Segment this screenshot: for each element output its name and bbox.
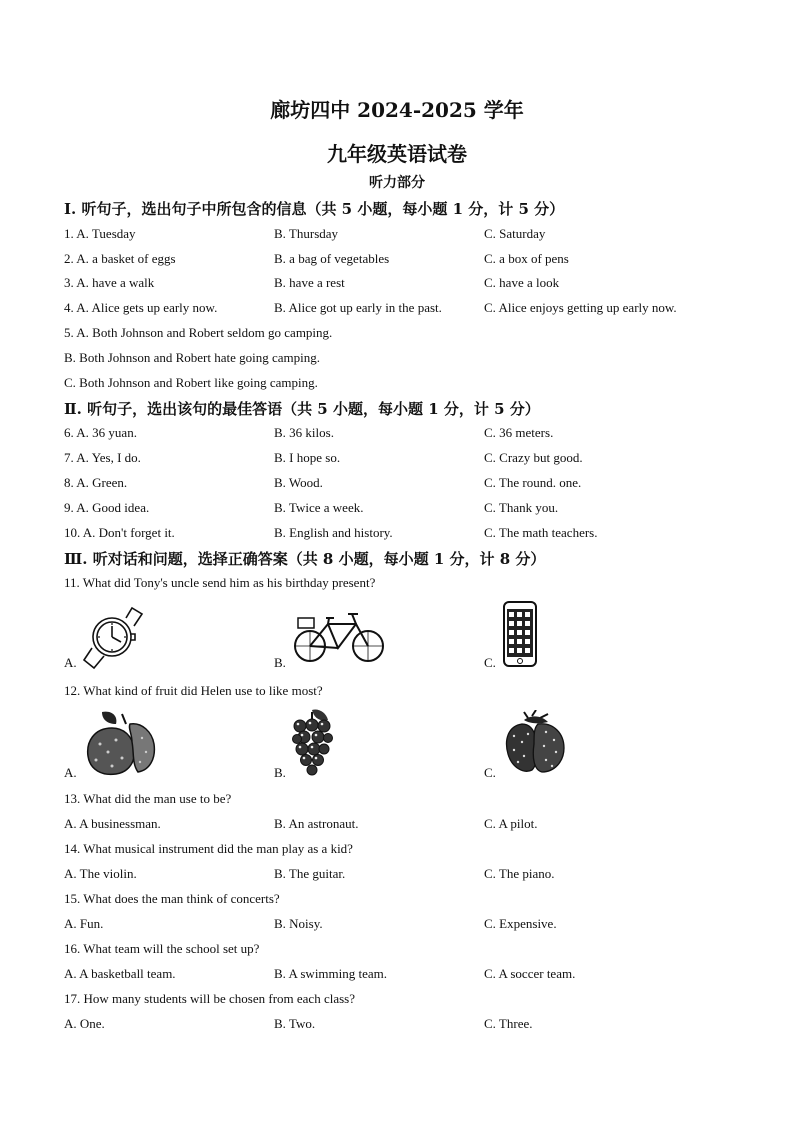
section-3-heading: Ⅲ. 听对话和问题，选择正确答案（共 8 小题，每小题 1 分，计 8 分） — [64, 550, 546, 568]
section-1-heading: Ⅰ. 听句子，选出句子中所包含的信息（共 5 小题，每小题 1 分，计 5 分） — [64, 200, 565, 218]
q17-option-c: C. Three. — [484, 1016, 533, 1031]
q17-option-b: B. Two. — [274, 1016, 316, 1031]
q8-option-a: 8. A. Green. — [64, 475, 128, 490]
q5-option-b: B. Both Johnson and Robert hate going camping. — [64, 350, 321, 365]
q17-option-a: A. One. — [64, 1016, 105, 1031]
q14-option-a: A. The violin. — [64, 866, 137, 881]
q10-option-b: B. English and history. — [274, 525, 393, 540]
watch-icon — [82, 604, 144, 670]
q3-option-a: 3. A. have a walk — [64, 275, 155, 290]
q13-option-a: A. A businessman. — [64, 816, 161, 831]
q4-option-b: B. Alice got up early in the past. — [274, 300, 442, 315]
q15-option-b: B. Noisy. — [274, 916, 323, 931]
q14-option-c: C. The piano. — [484, 866, 555, 881]
section-2-heading: Ⅱ. 听句子，选出该句的最佳答语（共 5 小题，每小题 1 分，计 5 分） — [64, 400, 540, 418]
q13-option-b: B. An astronaut. — [274, 816, 359, 831]
q7-option-b: B. I hope so. — [274, 450, 341, 465]
q8-option-b: B. Wood. — [274, 475, 323, 490]
q1-option-a: 1. A. Tuesday — [64, 226, 136, 241]
q9-option-c: C. Thank you. — [484, 500, 559, 515]
q15-stem: 15. What does the man think of concerts? — [64, 891, 280, 906]
q7-option-a: 7. A. Yes, I do. — [64, 450, 141, 465]
q8-option-c: C. The round. one. — [484, 475, 582, 490]
q5-option-a: 5. A. Both Johnson and Robert seldom go camping. — [64, 325, 333, 340]
q11-option-a: A. — [64, 655, 77, 670]
q16-stem: 16. What team will the school set up? — [64, 941, 260, 956]
school-title: 廊坊四中 2024-2025 学年 — [270, 98, 524, 122]
q3-option-c: C. have a look — [484, 275, 560, 290]
q11-option-b: B. — [274, 655, 286, 670]
cellphone-icon — [502, 600, 538, 668]
q7-option-c: C. Crazy but good. — [484, 450, 583, 465]
q12-stem: 12. What kind of fruit did Helen use to like most? — [64, 683, 323, 698]
q9-option-a: 9. A. Good idea. — [64, 500, 150, 515]
q13-stem: 13. What did the man use to be? — [64, 791, 232, 806]
q12-option-c: C. — [484, 765, 496, 780]
q1-option-b: B. Thursday — [274, 226, 339, 241]
q3-option-b: B. have a rest — [274, 275, 345, 290]
q10-option-c: C. The math teachers. — [484, 525, 598, 540]
q14-stem: 14. What musical instrument did the man play as a kid? — [64, 841, 353, 856]
q11-stem: 11. What did Tony's uncle send him as his birthday present? — [64, 575, 376, 590]
q2-option-c: C. a box of pens — [484, 251, 569, 266]
pear-icon — [82, 708, 162, 778]
q1-option-c: C. Saturday — [484, 226, 546, 241]
q2-option-b: B. a bag of vegetables — [274, 251, 390, 266]
q10-option-a: 10. A. Don't forget it. — [64, 525, 175, 540]
q14-option-b: B. The guitar. — [274, 866, 346, 881]
strawberry-icon — [502, 710, 568, 776]
q16-option-b: B. A swimming team. — [274, 966, 388, 981]
q4-option-a: 4. A. Alice gets up early now. — [64, 300, 218, 315]
q15-option-a: A. Fun. — [64, 916, 104, 931]
q2-option-a: 2. A. a basket of eggs — [64, 251, 176, 266]
q16-option-a: A. A basketball team. — [64, 966, 176, 981]
q6-option-c: C. 36 meters. — [484, 425, 554, 440]
q6-option-a: 6. A. 36 yuan. — [64, 425, 137, 440]
grapes-icon — [292, 708, 334, 776]
q13-option-c: C. A pilot. — [484, 816, 538, 831]
q15-option-c: C. Expensive. — [484, 916, 557, 931]
exam-title: 九年级英语试卷 — [327, 142, 467, 166]
q4-option-c: C. Alice enjoys getting up early now. — [484, 300, 677, 315]
q12-option-a: A. — [64, 765, 77, 780]
q6-option-b: B. 36 kilos. — [274, 425, 334, 440]
part-title: 听力部分 — [369, 175, 425, 191]
q17-stem: 17. How many students will be chosen from each class? — [64, 991, 355, 1006]
q12-option-b: B. — [274, 765, 286, 780]
bicycle-icon — [292, 606, 386, 666]
q9-option-b: B. Twice a week. — [274, 500, 364, 515]
q11-option-c: C. — [484, 655, 496, 670]
q5-option-c: C. Both Johnson and Robert like going camping. — [64, 375, 318, 390]
q16-option-c: C. A soccer team. — [484, 966, 576, 981]
